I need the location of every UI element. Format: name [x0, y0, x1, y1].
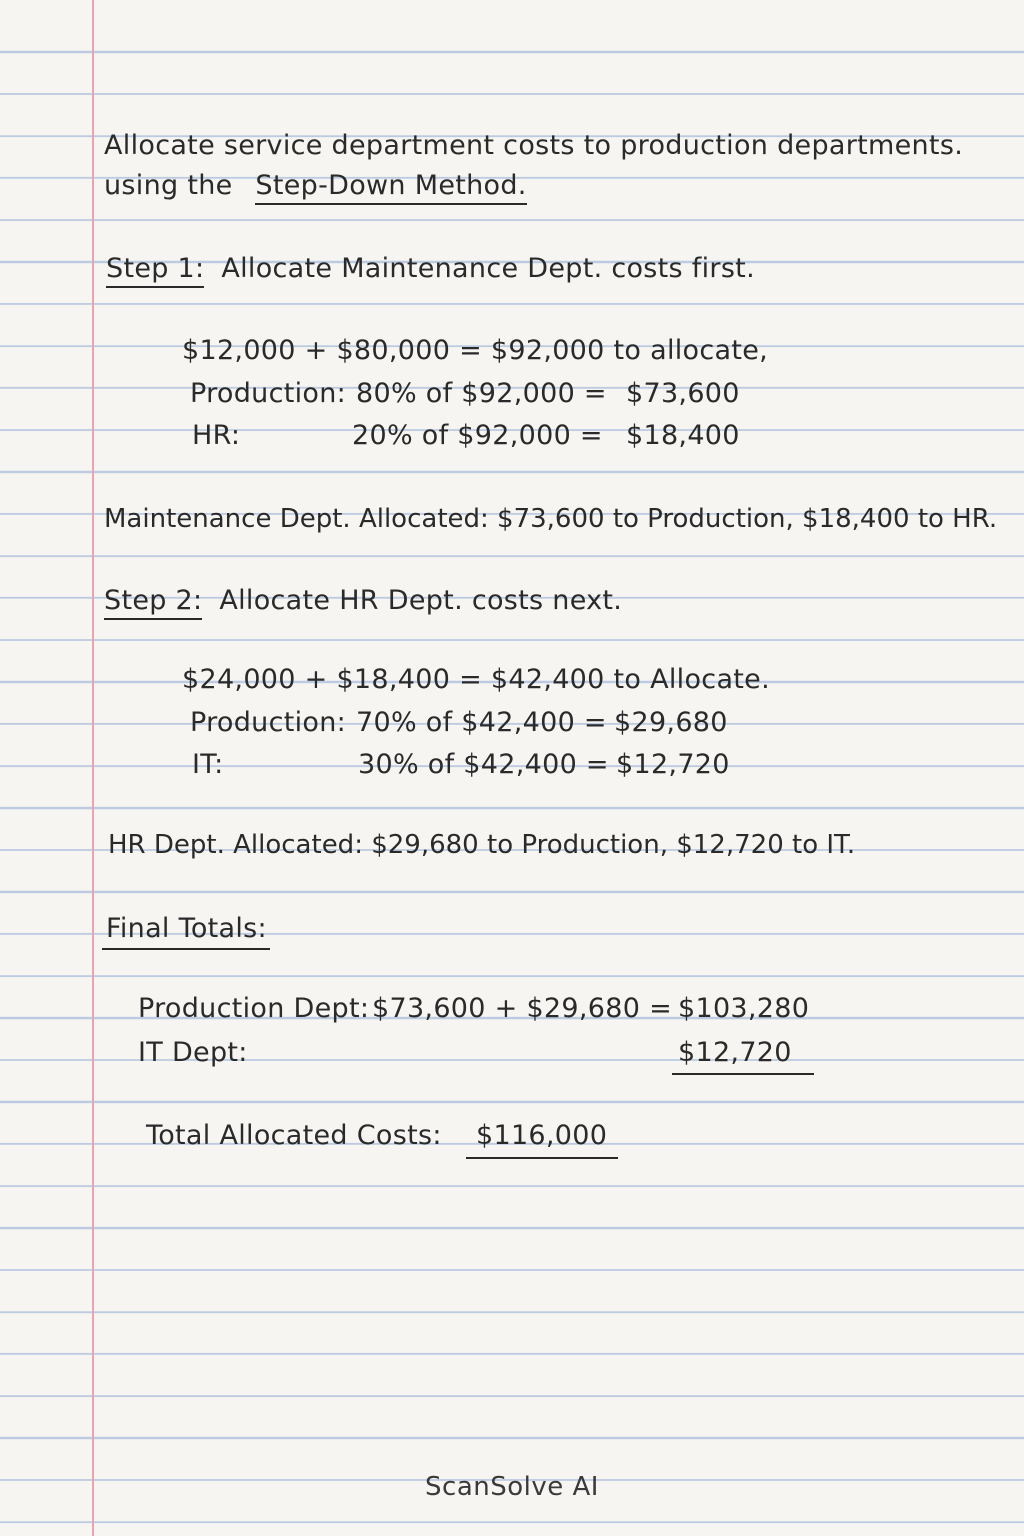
- step2-row-result: $29,680: [614, 707, 728, 738]
- final-heading: Final Totals:: [106, 913, 267, 944]
- step2-label: Step 2:: [104, 585, 202, 620]
- method-name: Step-Down Method.: [255, 170, 526, 205]
- final-heading-underline: [102, 948, 270, 950]
- step1-row-calc: 80% of $92,000 =: [356, 378, 607, 409]
- total-allocated-value: $116,000: [476, 1120, 608, 1151]
- intro-line-1: Allocate service department costs to production departments.: [104, 130, 964, 161]
- totals-sum-rule: [672, 1073, 814, 1075]
- step1-row-result: $18,400: [626, 420, 740, 451]
- step1-label: Step 1:: [106, 253, 204, 288]
- step2-row-calc: 30% of $42,400 =: [358, 749, 609, 780]
- step2-row-calc: 70% of $42,400 =: [356, 707, 607, 738]
- intro-line-2: [104, 170, 527, 201]
- production-dept-total: $103,280: [678, 993, 810, 1024]
- it-dept-label: IT Dept:: [138, 1037, 248, 1068]
- step1-row-result: $73,600: [626, 378, 740, 409]
- step2-row-label: IT:: [192, 749, 224, 780]
- step1-row-label: Production:: [190, 378, 347, 409]
- step2-heading-text: Allocate HR Dept. costs next.: [219, 585, 623, 616]
- total-allocated-underline: [466, 1157, 618, 1159]
- total-allocated-label: Total Allocated Costs:: [146, 1120, 442, 1151]
- step1-row-calc: 20% of $92,000 =: [352, 420, 603, 451]
- step1-summary: Maintenance Dept. Allocated: $73,600 to Production, $18,400 to HR.: [104, 504, 998, 534]
- step2-row-result: $12,720: [616, 749, 730, 780]
- step1-heading-text: Allocate Maintenance Dept. costs first.: [221, 253, 755, 284]
- step1-row-label: HR:: [192, 420, 241, 451]
- scansolve-watermark: ScanSolve AI: [425, 1472, 599, 1502]
- step2-summary: HR Dept. Allocated: $29,680 to Production, $12,720 to IT.: [108, 830, 856, 860]
- it-dept-total: $12,720: [678, 1037, 792, 1068]
- step1-heading: [106, 253, 755, 284]
- step2-heading: [104, 585, 622, 616]
- production-dept-label: Production Dept:: [138, 993, 370, 1024]
- production-dept-calc: $73,600 + $29,680 =: [372, 993, 672, 1024]
- step1-equation: $12,000 + $80,000 = $92,000 to allocate,: [182, 335, 769, 366]
- step2-equation: $24,000 + $18,400 = $42,400 to Allocate.: [182, 664, 770, 695]
- step2-row-label: Production:: [190, 707, 347, 738]
- intro-line-2-prefix: using the: [104, 170, 233, 201]
- margin-line: [92, 0, 94, 1536]
